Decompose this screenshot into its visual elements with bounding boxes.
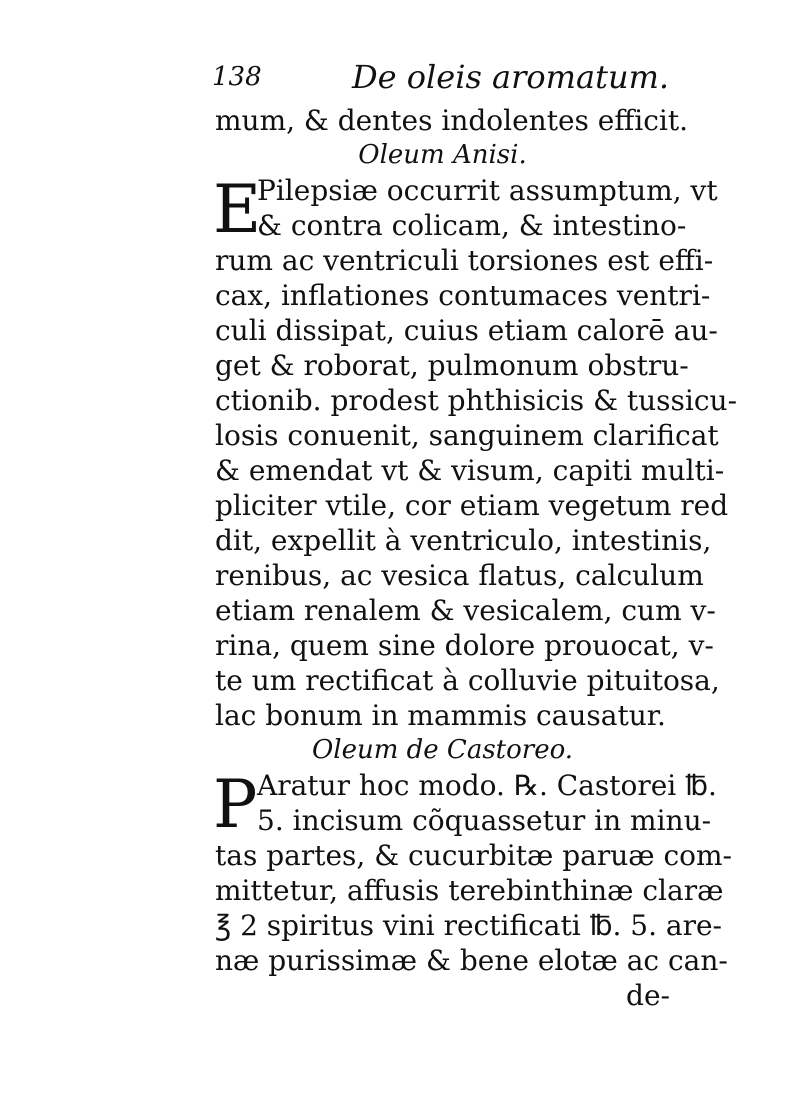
section-title-oleum-de-castoreo: Oleum de Castoreo. (311, 735, 574, 765)
dropcap-paragraph-line2 (215, 208, 687, 243)
text-line: te um rectificat à colluvie pituitosa, (215, 664, 720, 697)
page-number: 138 (212, 62, 262, 92)
section-title-oleum-anisi: Oleum Anisi. (358, 140, 527, 170)
text-line: rum ac ventriculi torsiones est effi- (215, 244, 714, 277)
dropcap-paragraph-line2 (215, 803, 712, 838)
text-line: renibus, ac vesica flatus, calculum (215, 559, 704, 592)
text-line: ℥ 2 spiritus vini rectificati ℔. 5. are- (215, 909, 723, 942)
text-line: cax, inflationes contumaces ventri- (215, 279, 711, 312)
text-line: culi dissipat, cuius etiam calorē au- (215, 314, 718, 347)
text-line: rina, quem sine dolore prouocat, v- (215, 629, 714, 662)
text-line: & contra colicam, & intestino- (257, 209, 687, 242)
text-line: & emendat vt & visum, capiti multi- (215, 454, 725, 487)
text-line: ctionib. prodest phthisicis & tussicu- (215, 384, 738, 417)
text-line: 5. incisum cõquassetur in minu- (257, 804, 712, 837)
text-line: Aratur hoc modo. ℞. Castorei ℔. (257, 769, 717, 802)
text-line: losis conuenit, sanguinem clarificat (215, 419, 719, 452)
text-line: dit, expellit à ventriculo, intestinis, (215, 524, 712, 557)
text-line: mittetur, affusis terebinthinæ claræ (215, 874, 724, 907)
drop-cap-letter: E (213, 171, 262, 248)
drop-cap-letter: P (213, 766, 258, 843)
text-line: pliciter vtile, cor etiam vegetum red (215, 489, 729, 522)
text-line: tas partes, & cucurbitæ paruæ com- (215, 839, 733, 872)
text-line: næ purissimæ & bene elotæ ac can- (215, 944, 728, 977)
text-line: get & roborat, pulmonum obstru- (215, 349, 689, 382)
text-line: mum, & dentes indolentes efficit. (215, 104, 689, 137)
text-line: Pilepsiæ occurrit assumptum, vt (257, 174, 718, 207)
page-header (212, 58, 670, 98)
text-line: lac bonum in mammis causatur. (215, 699, 666, 732)
running-head: De oleis aromatum. (352, 58, 670, 96)
text-block (213, 103, 738, 1013)
text-line: etiam renalem & vesicalem, cum v- (215, 594, 716, 627)
catchword: de- (626, 979, 670, 1012)
